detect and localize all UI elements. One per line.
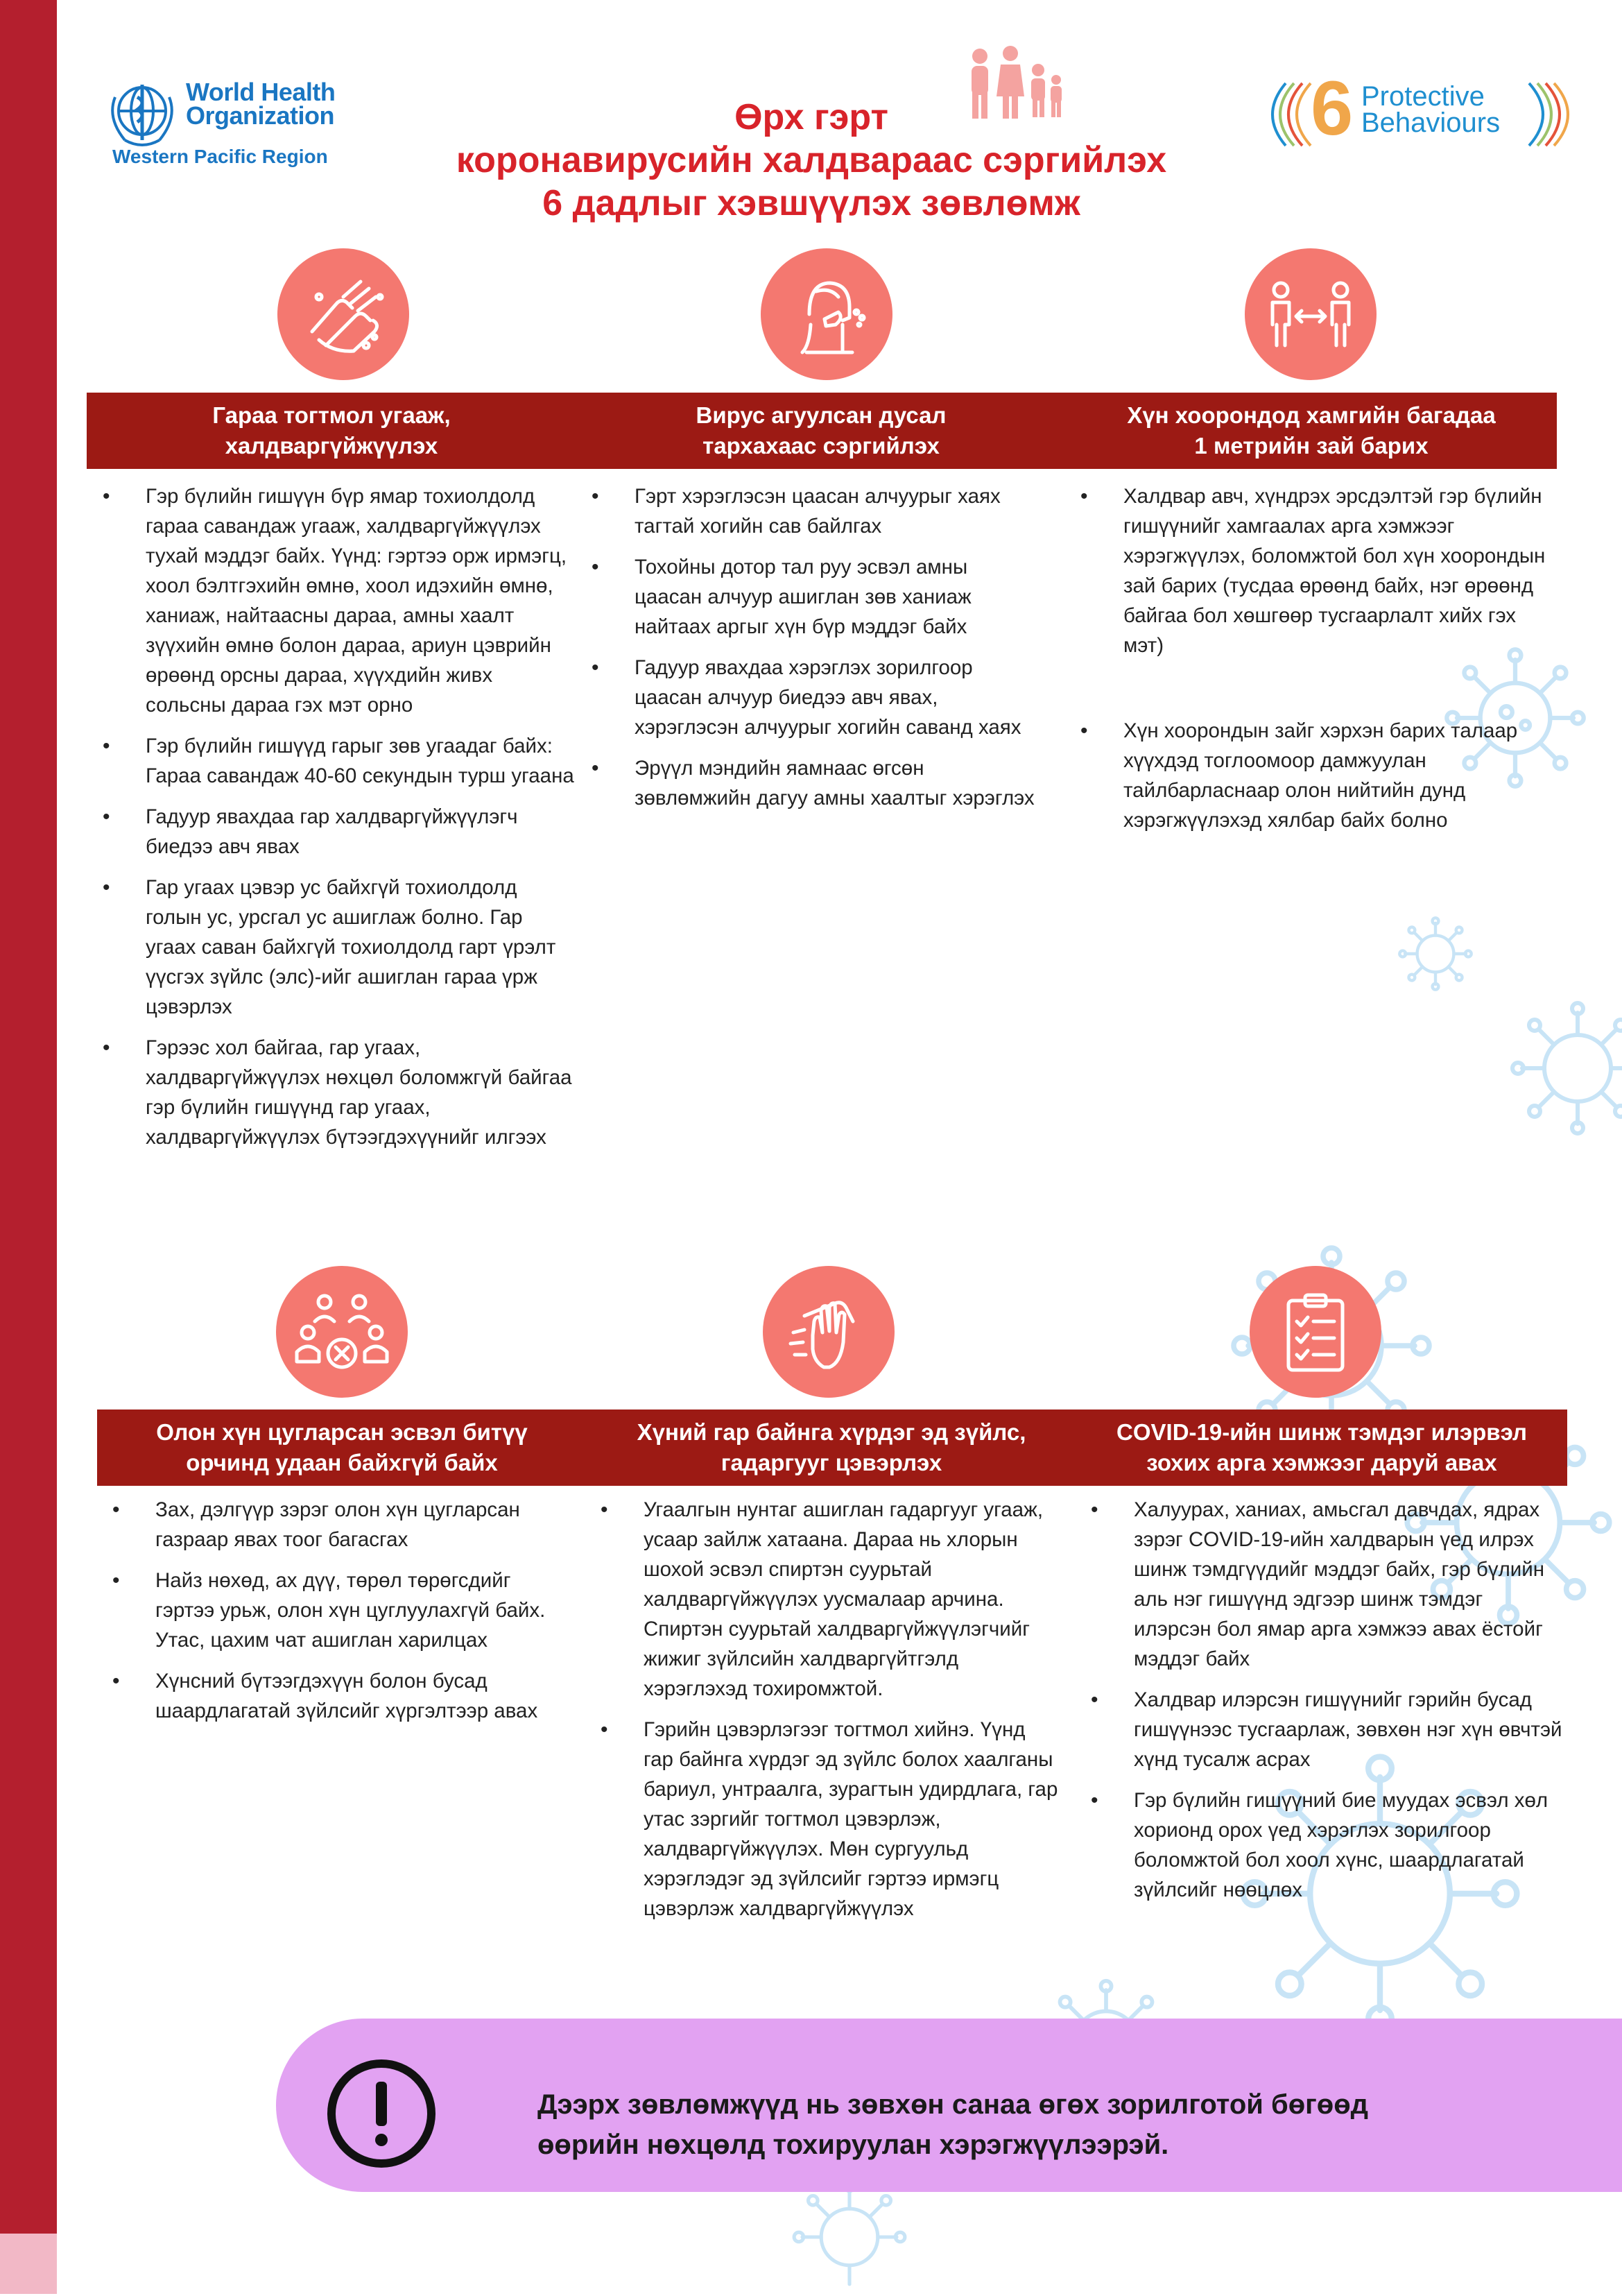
title-line-1: Өрх гэрт xyxy=(734,97,888,137)
list-item: • Гар угаах цэвэр ус байхгүй тохиолдолд голын ус, урсгал ус ашиглаж болно. Гар угаах саван байхгүй тохиолдолд гарт үрэлт үүсгэх зүйлс (элс)-ийг ашиглан гараа үрж цэвэрлэх xyxy=(97,873,576,1022)
exclamation-icon xyxy=(326,2058,437,2169)
section-list-distance xyxy=(1075,481,1553,846)
protective-behaviours-logo xyxy=(1262,66,1581,153)
left-accent-bar-bottom xyxy=(0,2234,57,2294)
list-item: • Зах, дэлгүүр зэрэг олон хүн цугларсан газраар явах тоог багасгах xyxy=(107,1495,564,1554)
virus-icon xyxy=(791,2178,908,2296)
section-title-distance: Хүн хоорондод хамгийн багадаа 1 метрийн зай барих xyxy=(1127,402,1496,459)
title-line-3: 6 дадлыг хэвшүүлэх зөвлөмж xyxy=(542,183,1080,223)
section-list-cleaning xyxy=(595,1495,1060,1935)
notice-line-2: өөрийн нөхцөлд тохируулан хэрэгжүүлээрэй. xyxy=(537,2130,1169,2160)
list-item: • Халдвар илэрсэн гишүүнийг гэрийн бусад гишүүнээс тусгаарлаж, зөвхөн нэг хүн өвчтэй хүнд тусалж асрах xyxy=(1085,1685,1564,1774)
protective-number: 6 xyxy=(1311,66,1354,151)
who-logo xyxy=(104,76,340,173)
who-name xyxy=(186,80,335,128)
section-title-cleaning: Хүний гар байнга хүрдэг эд зүйлс, гадаргууг цэвэрлэх xyxy=(637,1419,1026,1475)
cleaning-icon xyxy=(763,1266,895,1398)
notice-line-1: Дээрх зөвлөмжүүд нь зөвхөн санаа өгөх зорилготой бөгөөд xyxy=(537,2089,1369,2120)
sneeze-icon xyxy=(761,248,892,380)
list-item: • Гэр бүлийн гишүүн бүр ямар тохиолдолд гараа савандаж угааж, халдваргүйжүүлэх тухай мэддэг байх. Үүнд: гэртээ орж ирмэгц, хоол бэлтгэхийн өмнө, хоол идэхийн өмнө, ханиаж, найтаасны дараа, амны хаалт зүүхийн өмнө болон дараа, ариун цэврийн өрөөнд орсны дараа, хүүхдийн живх сольсны дараа гэх мэт орно xyxy=(97,481,576,720)
distance-icon xyxy=(1245,248,1377,380)
list-item: • Халуурах, ханиах, амьсгал давчдах, ядрах зэрэг COVID-19-ийн халдварын үед илрэх шинж тэмдгүүдийг мэддэг байх, гэр бүлийн аль нэг гишүүнд эдгээр шинж тэмдэг илэрсэн бол ямар арга хэмжээ авах ёстойг мэддэг байх xyxy=(1085,1495,1564,1674)
list-item: • Гэр бүлийн гишүүний бие муудах эсвэл хөл хорионд орох үед хэрэглэх зорилгоор боломжтой бол хоол хүнс, шаардлагатай зүйлсийг нөөцлөх xyxy=(1085,1785,1564,1905)
notice-text xyxy=(537,2084,1368,2165)
who-name-line1: World Health xyxy=(186,78,336,106)
section-list-crowd xyxy=(107,1495,564,1737)
crowd-icon xyxy=(276,1266,408,1398)
list-item: • Хүн хоорондын зайг хэрхэн барих талаар хүүхдэд тоглоомоор дамжуулан тайлбарласнаар олон нийтийн дунд хэрэгжүүлэхэд хялбар байх болно xyxy=(1075,716,1553,835)
list-item: • Найз нөхөд, ах дүү, төрөл төрөгсдийг гэртээ урьж, олон хүн цуглуулахгүй байх. Утас, цахим чат ашиглан харилцах xyxy=(107,1566,564,1655)
list-item: • Халдвар авч, хүндрэх эрсдэлтэй гэр бүлийн гишүүнийг хамгаалах арга хэмжээг хэрэгжүүлэх, боломжтой бол хүн хоорондын зай барих (тусдаа өрөөнд байх, нэг өрөөнд байгаа бол хөшгөөр тусгаарлалт хийх гэх мэт) xyxy=(1075,481,1553,660)
who-region: Western Pacific Region xyxy=(112,146,328,167)
left-accent-bar xyxy=(0,0,57,2234)
protective-line2: Behaviours xyxy=(1361,108,1501,138)
section-list-symptoms xyxy=(1085,1495,1564,1916)
section-title-symptoms: COVID-19-ийн шинж тэмдэг илэрвэл зохих арга хэмжээг даруй авах xyxy=(1116,1419,1527,1475)
list-item: • Угаалгын нунтаг ашиглан гадаргууг угааж, усаар зайлж хатаана. Дараа нь хлорын шохой эсвэл спиртэн суурьтай халдваргүйжүүлэх уусмалаар арчина. Спиртэн суурьтай халдваргүйжүүлэгчийг жижиг зүйлсийн халдваргүйтгэлд хэрэглэхэд тохиромжтой. xyxy=(595,1495,1060,1704)
list-item: • Тохойны дотор тал руу эсвэл амны цаасан алчуур ашиглан зөв ханиаж найтаах аргыг хүн бүр мэддэг байх xyxy=(586,552,1040,642)
checklist-icon xyxy=(1250,1266,1381,1398)
handwash-icon xyxy=(277,248,409,380)
list-item: • Хүнсний бүтээгдэхүүн болон бусад шаардлагатай зүйлсийг хүргэлтээр авах xyxy=(107,1666,564,1726)
who-name-line2: Organization xyxy=(186,101,335,130)
protective-text xyxy=(1361,83,1500,136)
list-item: • Гэрийн цэвэрлэгээг тогтмол хийнэ. Үүнд гар байнга хүрдэг эд зүйлс болох хаалганы бариул, унтраалга, зурагтын удирдлага, гар утас зэргийг тогтмол цэвэрлэж, халдваргүйжүүлэх. Мөн сургуульд хэрэглэдэг эд зүйлсийг гэртээ ирмэгц цэвэрлэж халдваргүйжүүлэх xyxy=(595,1715,1060,1924)
section-title-crowd: Олон хүн цугларсан эсвэл битүү орчинд удаан байхгүй байх xyxy=(156,1419,528,1475)
section-title-handwash: Гараа тогтмол угааж, халдваргүйжүүлэх xyxy=(212,402,451,459)
list-item: • Гэр бүлийн гишүүд гарыг зөв угаадаг байх: Гараа савандаж 40-60 секундын турш угаана xyxy=(97,731,576,791)
list-item: • Гэрт хэрэглэсэн цаасан алчуурыг хаях тагтай хогийн сав байлгах xyxy=(586,481,1040,541)
list-item: • Гадуур явахдаа хэрэглэх зорилгоор цаасан алчуур биедээ авч явах, хэрэглэсэн алчуурыг хогийн саванд хаях xyxy=(586,653,1040,742)
list-item: • Гэрээс хол байгаа, гар угаах, халдваргүйжүүлэх нөхцөл боломжгүй байгаа гэр бүлийн гишүүнд гар угаах, халдваргүйжүүлэх бүтээгдэхүүнийг илгээх xyxy=(97,1033,576,1152)
section-list-droplets xyxy=(586,481,1040,824)
virus-icon xyxy=(1397,916,1474,992)
list-item: • Гадуур явахдаа гар халдваргүйжүүлэгч биедээ авч явах xyxy=(97,802,576,862)
who-emblem-icon xyxy=(104,76,180,153)
section-list-handwash xyxy=(97,481,576,1163)
logo-arcs-left-icon xyxy=(1262,80,1318,149)
page-title xyxy=(361,96,1262,225)
section-title-droplets: Вирус агуулсан дусал тархахаас сэргийлэх xyxy=(696,402,947,459)
virus-icon xyxy=(1508,999,1622,1138)
title-line-2: коронавирусийн халдвараас сэргийлэх xyxy=(456,140,1167,180)
protective-line1: Protective xyxy=(1361,81,1485,112)
list-item: • Эрүүл мэндийн яамнаас өгсөн зөвлөмжийн дагуу амны хаалтыг хэрэглэх xyxy=(586,753,1040,813)
logo-arcs-right-icon xyxy=(1522,80,1578,149)
